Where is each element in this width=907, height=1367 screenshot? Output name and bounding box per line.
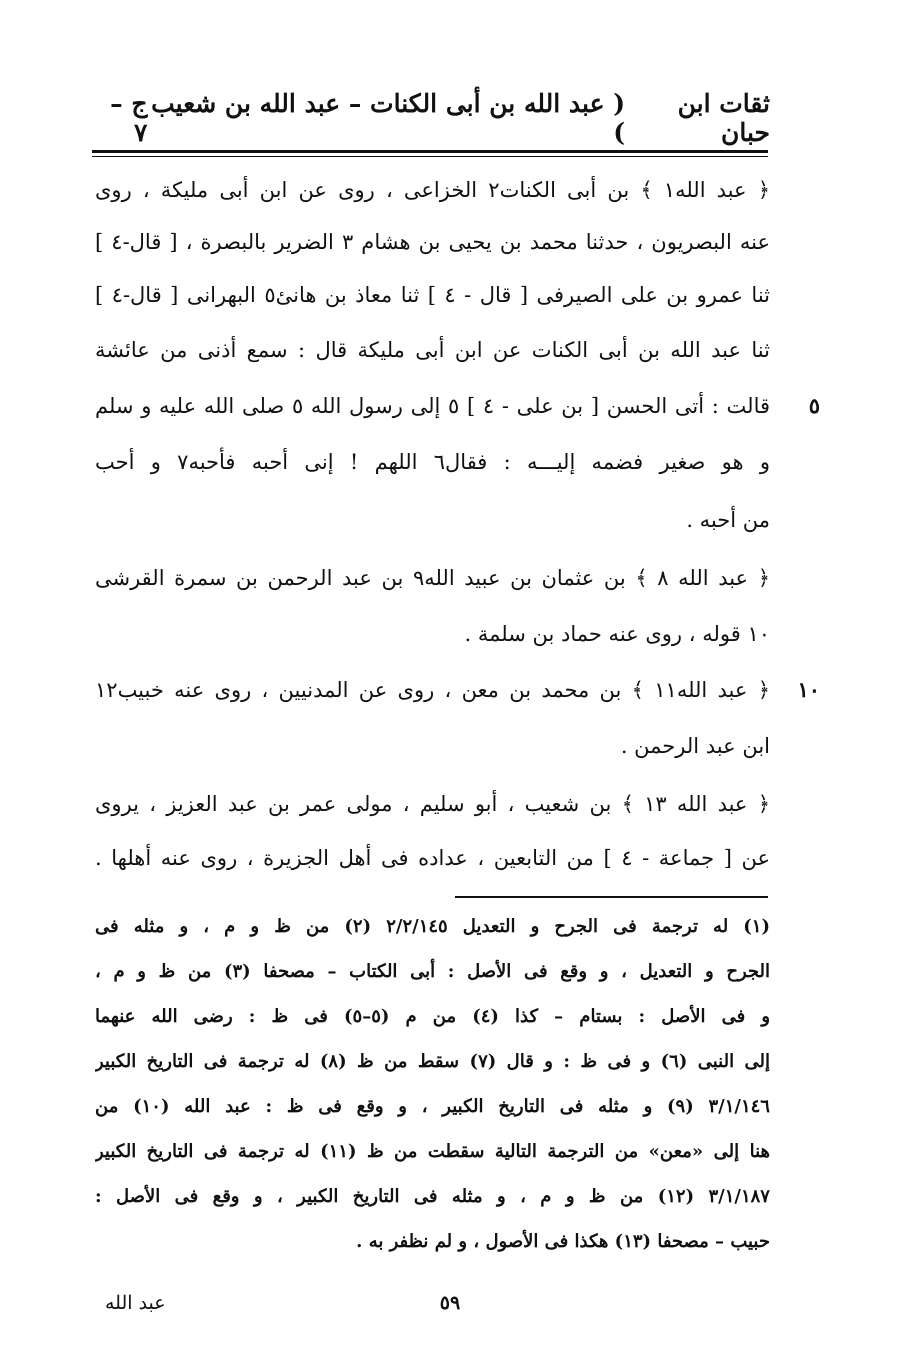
- header-rule-thin: [92, 156, 768, 157]
- footnote-line: ٣/١/١٨٧ (١٢) من ظ و م ، و مثله فى التاريخ الكبير ، و وقع فى الأصل :: [95, 1186, 770, 1207]
- page-number: ٥٩: [439, 1292, 461, 1314]
- text-line: و هو صغير فضمه إليـــه : فقال٦ اللهم ! إنى أحبه فأحبه٧ و أحب: [95, 450, 770, 474]
- text-line: ﴿ عبد الله ٨ ﴾ بن عثمان بن عبيد الله٩ بن عبد الرحمن بن سمرة القرشى: [95, 566, 770, 590]
- footnote-line: إلى النبى (٦) و فى ظ : و قال (٧) سقط من ظ (٨) له ترجمة فى التاريخ الكبير: [95, 1051, 770, 1072]
- text-line: ﴿ عبد الله ١٣ ﴾ بن شعيب ، أبو سليم ، مولى عمر بن عبد العزيز ، يروى: [95, 792, 770, 816]
- header-entry-range: ( عبد الله بن أبى الكنات – عبد الله بن شعيب ): [151, 89, 626, 147]
- text-line: ١٠ قوله ، روى عنه حماد بن سلمة .: [464, 622, 770, 646]
- footnote-rule: [455, 896, 768, 898]
- footnote-line: حبيب – مصحفا (١٣) هكذا فى الأصول ، و لم نظفر به .: [356, 1231, 770, 1252]
- footnote-line: و فى الأصل : بستام – كذا (٤) من م (٥–٥) فى ظ : رضى الله عنهما: [95, 1006, 770, 1027]
- text-line: ﴿ عبد الله١ ﴾ بن أبى الكنات٢ الخزاعى ، روى عن ابن أبى مليكة ، روى: [95, 178, 770, 202]
- text-line: قالت : أتى الحسن [ بن على - ٤ ] ٥ إلى رسول الله ٥ صلى الله عليه و سلم: [95, 394, 770, 418]
- header-rule-thick: [92, 150, 768, 153]
- footnote-line: هنا إلى «معن» من الترجمة التالية سقطت من ظ (١١) له ترجمة فى التاريخ الكبير: [95, 1141, 770, 1162]
- running-header: [90, 89, 770, 147]
- text-line: عن [ جماعة - ٤ ] من التابعين ، عداده فى أهل الجزيرة ، روى عنه أهلها .: [95, 846, 770, 870]
- text-line: ثنا عمرو بن على الصيرفى [ قال - ٤ ] ثنا معاذ بن هانئ٥ البهرانى [ قال-٤ ]: [95, 283, 770, 307]
- footer-catchword: عبد الله: [105, 1292, 166, 1314]
- text-line: ثنا عبد الله بن أبى الكنات عن ابن أبى مليكة قال : سمع أذنى من عائشة: [95, 338, 770, 362]
- text-line: ﴿ عبد الله١١ ﴾ بن محمد بن معن ، روى عن المدنيين ، روى عنه خبيب١٢: [95, 678, 770, 702]
- text-line: من أحبه .: [686, 508, 770, 532]
- footnote-line: الجرح و التعديل ، و وقع فى الأصل : أبى الكتاب – مصحفا (٣) من ظ و م ،: [95, 961, 770, 982]
- line-number: ٥: [808, 393, 820, 418]
- text-line: ابن عبد الرحمن .: [620, 734, 770, 758]
- header-book-title: ثقات ابن حبان: [677, 89, 770, 147]
- line-number: ١٠: [797, 677, 820, 702]
- text-line: عنه البصريون ، حدثنا محمد بن يحيى بن هشام ٣ الضرير بالبصرة ، [ قال-٤ ]: [95, 230, 770, 254]
- footnote-line: (١) له ترجمة فى الجرح و التعديل ٢/٢/١٤٥ (٢) من ظ و م ، و مثله فى: [95, 916, 770, 937]
- footnote-line: ٣/١/١٤٦ (٩) و مثله فى التاريخ الكبير ، و وقع فى ظ : عبد الله (١٠) من: [95, 1096, 770, 1117]
- header-volume: ج – ٧: [110, 89, 148, 147]
